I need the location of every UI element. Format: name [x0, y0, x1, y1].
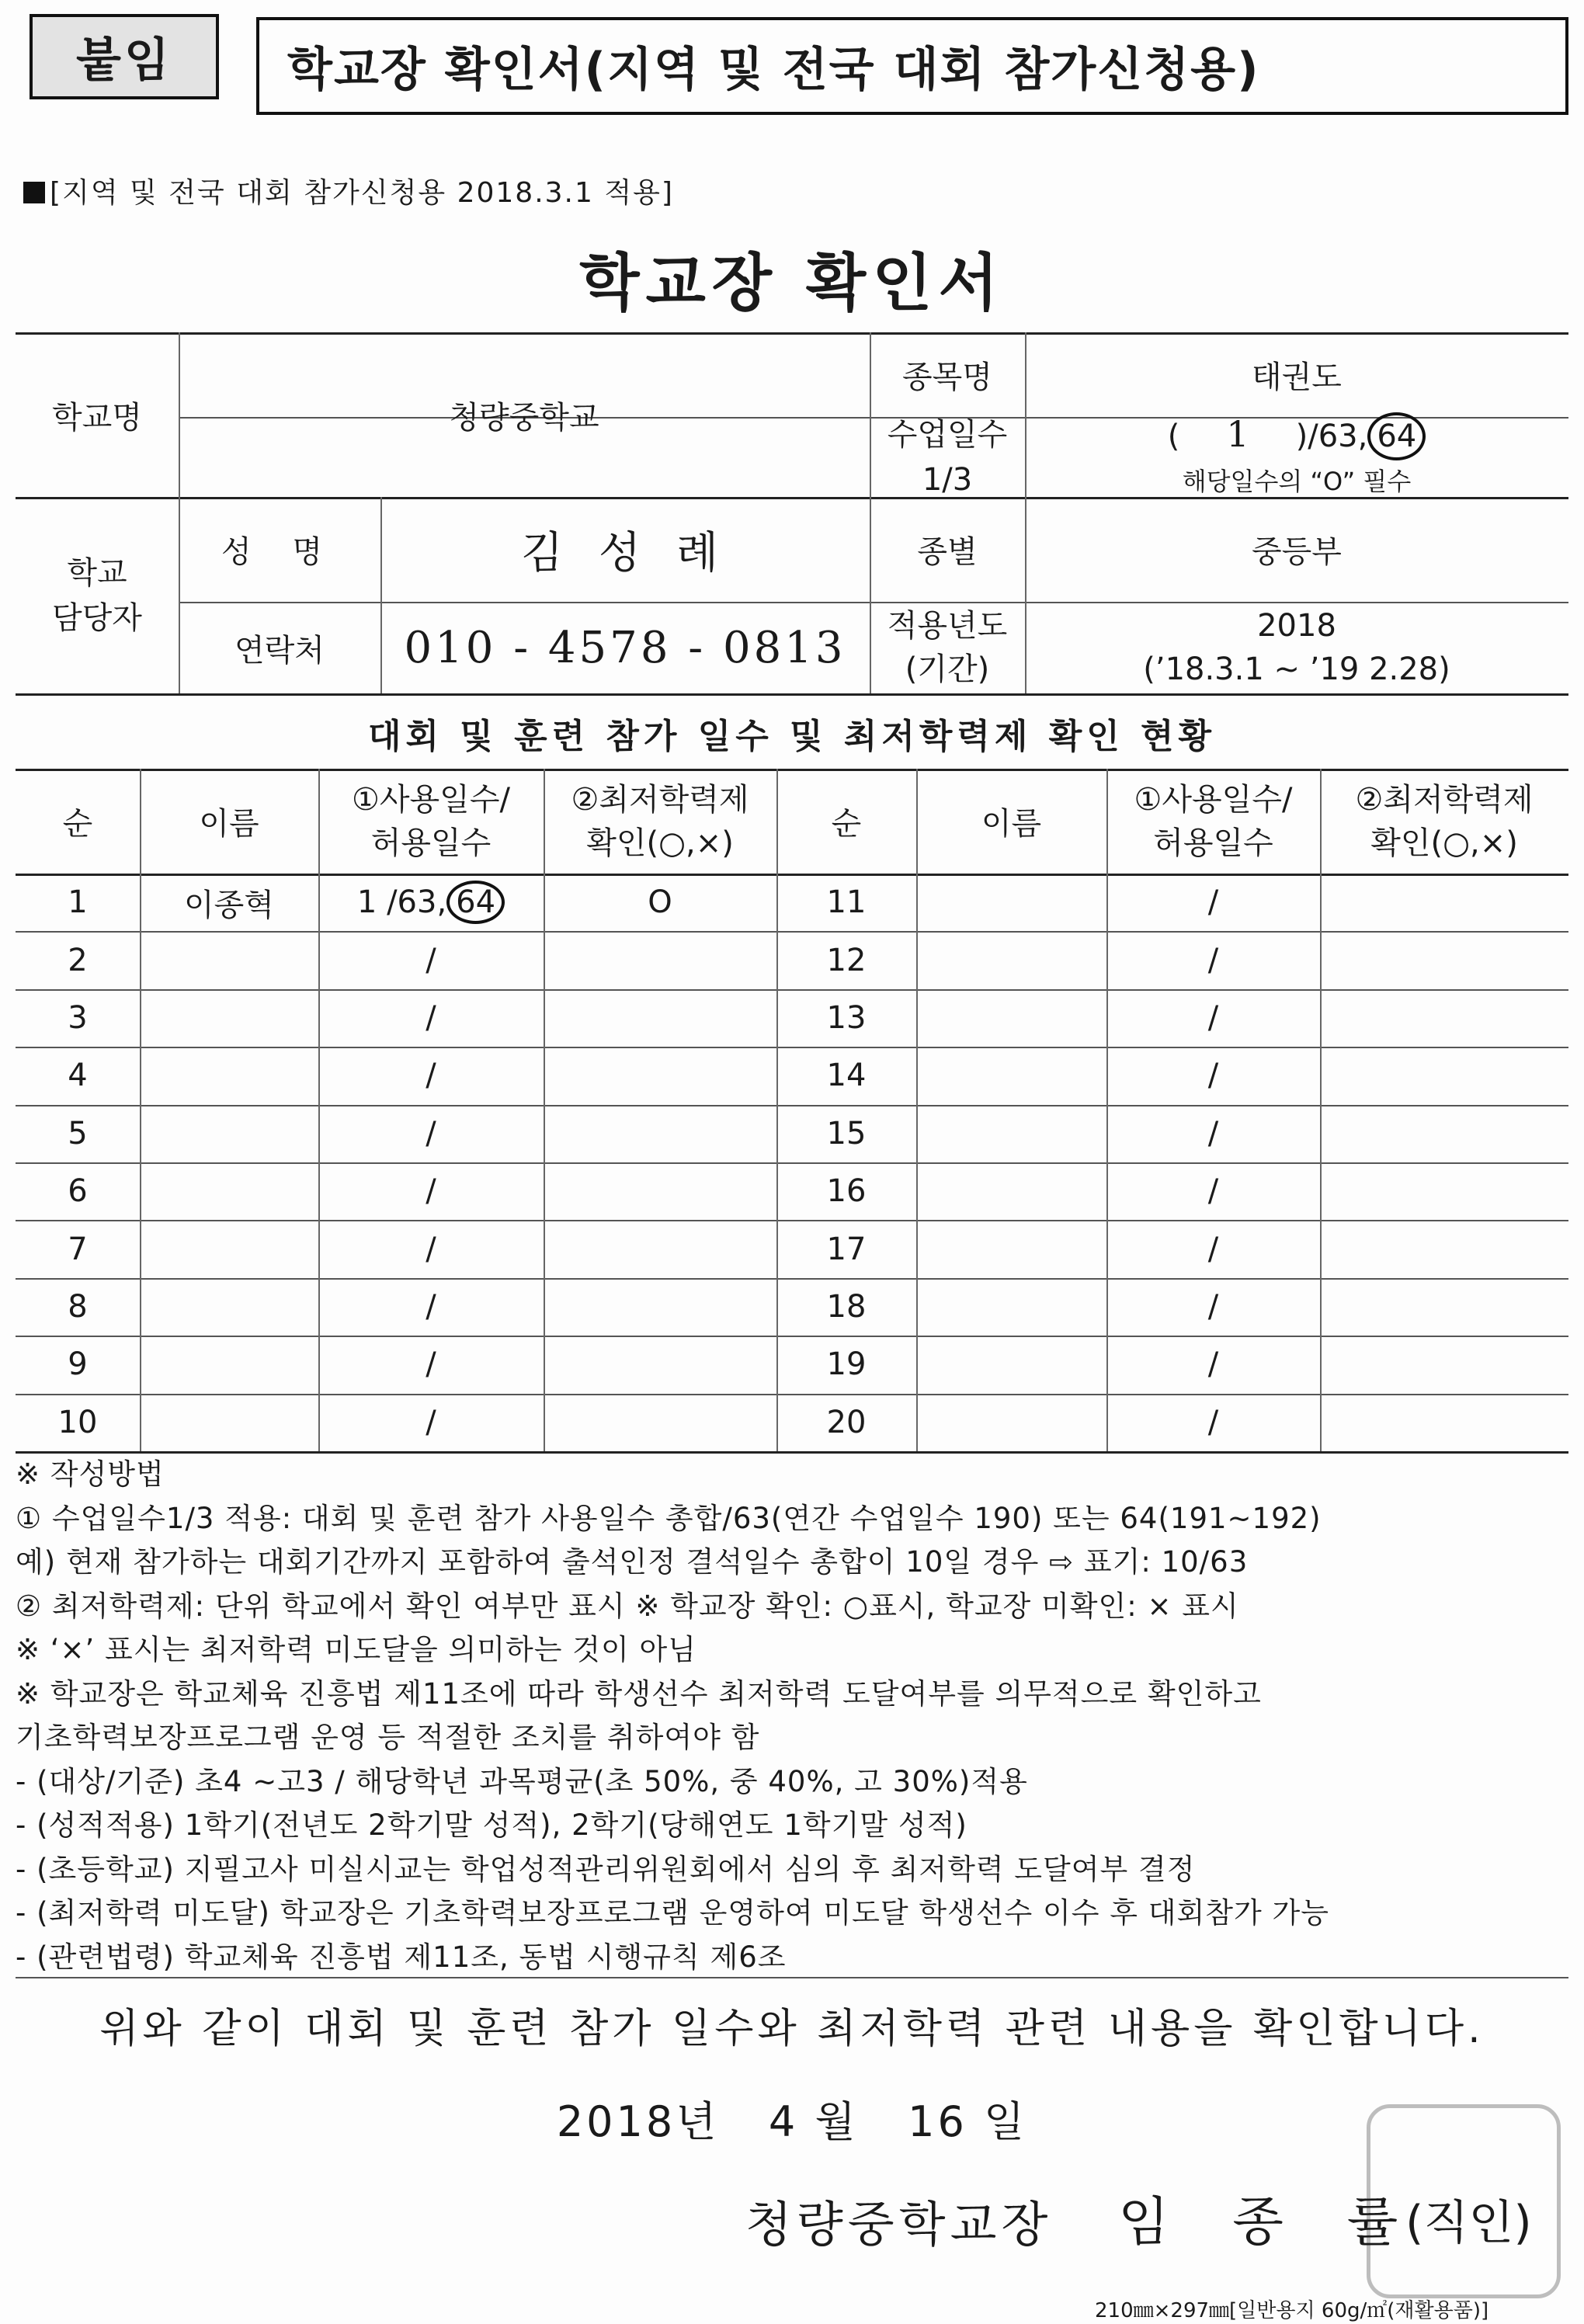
row-check	[1320, 1336, 1568, 1393]
note-line: - (초등학교) 지필고사 미실시교는 학업성적관리위원회에서 심의 후 최저학력 도달여부 결정	[16, 1852, 1196, 1886]
days-label: 수업일수 1/3	[887, 416, 1008, 498]
row-number: 19	[826, 1346, 867, 1383]
contact-label: 연락처	[234, 632, 325, 669]
row-check	[1320, 989, 1568, 1047]
row-name	[140, 1047, 318, 1104]
row-days: /	[1207, 1346, 1219, 1383]
days-circled: 64	[1367, 412, 1426, 460]
row-check	[544, 989, 776, 1047]
seal-label: (직인)	[1405, 2196, 1532, 2250]
row-name	[140, 1394, 318, 1451]
row-name	[916, 1220, 1106, 1277]
row-name	[916, 1047, 1106, 1104]
row-days: /	[426, 1288, 436, 1325]
row-name	[140, 931, 318, 988]
row-check	[544, 1220, 776, 1277]
category-value: 중등부	[1252, 534, 1342, 570]
contact-value: 010 - 4578 - 0813	[404, 622, 846, 673]
row-number: 10	[57, 1404, 98, 1440]
row-check	[1320, 1162, 1568, 1220]
row-number: 9	[68, 1346, 88, 1383]
row-number: 8	[68, 1288, 88, 1325]
row-days: /	[1207, 942, 1219, 978]
row-check	[544, 1105, 776, 1162]
manager-label: 학교 담당자	[52, 554, 142, 636]
row-name	[916, 931, 1106, 988]
col-header-days: ①사용일수/ 허용일수	[1134, 781, 1293, 861]
row-check	[1320, 1220, 1568, 1277]
note-line: 예) 현재 참가하는 대회기간까지 포함하여 출석인정 결석일수 총합이 10일 경우 ⇨ 표기: 10/63	[16, 1545, 1249, 1579]
name-label: 성 명	[221, 534, 338, 570]
row-number: 15	[826, 1115, 867, 1152]
row-check	[1320, 931, 1568, 988]
row-name	[140, 1278, 318, 1336]
sport-label: 종목명	[902, 360, 992, 395]
row-check	[544, 931, 776, 988]
row-check	[544, 1278, 776, 1336]
info-bottom-rule	[16, 693, 1568, 696]
paper-spec-footer: 210㎜×297㎜[일반용지 60g/㎡(재활용품)]	[1095, 2299, 1489, 2322]
row-name	[140, 989, 318, 1047]
col-header-days: ①사용일수/ 허용일수	[352, 781, 510, 861]
confirmation-text: 위와 같이 대회 및 훈련 참가 일수와 최저학력 관련 내용을 확인합니다.	[99, 2006, 1485, 2052]
note-line: - (관련법령) 학교체육 진흥법 제11조, 동법 시행규칙 제6조	[16, 1940, 787, 1974]
row-days: /	[1207, 1231, 1219, 1267]
row-name	[916, 1105, 1106, 1162]
row-number: 1	[68, 884, 88, 921]
subheading: [지역 및 전국 대회 참가신청용 2018.3.1 적용]	[23, 171, 674, 210]
row-days: /	[426, 1115, 436, 1152]
row-name: 이종혁	[184, 887, 274, 923]
note-line: 기초학력보장프로그램 운영 등 적절한 조치를 취하여야 함	[16, 1721, 760, 1754]
row-name	[916, 874, 1106, 931]
col-header-name: 이름	[199, 806, 259, 842]
days-note: 해당일수의 “O” 필수	[1182, 466, 1412, 496]
row-name	[140, 1105, 318, 1162]
row-number: 6	[68, 1173, 88, 1210]
row-check	[544, 1336, 776, 1393]
page-title: 학교장 확인서	[579, 247, 1005, 319]
school-label: 학교명	[52, 399, 142, 436]
row-check	[544, 1394, 776, 1451]
row-days: /	[426, 1231, 436, 1267]
section-title: 대회 및 훈련 참가 일수 및 최저학력제 확인 현황	[367, 717, 1217, 756]
row-check	[544, 1047, 776, 1104]
row-name	[140, 1162, 318, 1220]
col-header-check: ②최저학력제 확인(○,×)	[1355, 781, 1534, 861]
name-value: 김 성 례	[521, 527, 729, 578]
row-name	[916, 1162, 1106, 1220]
document-header-title: 학교장 확인서(지역 및 전국 대회 참가신청용)	[256, 17, 1568, 115]
row-days: /	[426, 942, 436, 978]
days-circled: 64	[446, 881, 505, 924]
row-days: /	[426, 1346, 436, 1383]
row-number: 4	[68, 1058, 88, 1094]
row-number: 12	[826, 942, 867, 978]
signer-title: 청량중학교장	[745, 2196, 1053, 2253]
row-check: O	[648, 884, 672, 921]
col-header-no: 순	[62, 806, 93, 842]
signature-date: 2018년 4 월 16 일	[556, 2097, 1028, 2146]
row-number: 5	[68, 1115, 88, 1152]
row-name	[916, 989, 1106, 1047]
row-number: 17	[826, 1231, 867, 1267]
row-number: 3	[68, 999, 88, 1036]
school-value: 청량중학교	[449, 399, 599, 436]
row-check	[544, 1162, 776, 1220]
note-line: ※ ‘×’ 표시는 최저학력 미도달을 의미하는 것이 아님	[16, 1633, 696, 1666]
row-days: /	[1207, 1115, 1219, 1152]
row-check	[1320, 1394, 1568, 1451]
row-name	[140, 1336, 318, 1393]
sport-value: 태권도	[1252, 360, 1342, 395]
row-check	[1320, 1278, 1568, 1336]
col-header-no: 순	[831, 806, 862, 842]
row-check	[1320, 874, 1568, 931]
notes-bottom-rule	[16, 1977, 1568, 1978]
year-value: 2018 (’18.3.1 ~ ’19 2.28)	[1143, 608, 1450, 687]
row-number: 13	[826, 999, 867, 1036]
col-header-check: ②최저학력제 확인(○,×)	[571, 781, 749, 861]
row-number: 2	[68, 942, 88, 978]
note-line: - (성적적용) 1학기(전년도 2학기말 성적), 2학기(당해연도 1학기말 성적)	[16, 1808, 967, 1842]
row-days: /	[426, 1404, 436, 1440]
table-row-rule	[16, 1451, 1568, 1454]
row-number: 16	[826, 1173, 867, 1210]
note-line: ※ 학교장은 학교체육 진흥법 제11조에 따라 학생선수 최저학력 도달여부를 의무적으로 확인하고	[16, 1676, 1262, 1711]
days-value: ( 1 )/63, 64 해당일수의 “O” 필수	[1025, 417, 1568, 497]
row-check	[1320, 1105, 1568, 1162]
row-days: /	[1207, 1058, 1219, 1094]
row-number: 14	[826, 1058, 867, 1094]
row-name	[916, 1336, 1106, 1393]
year-label: 적용년도 (기간)	[887, 608, 1008, 687]
attachment-tag: 붙임	[30, 14, 219, 99]
row-number: 7	[68, 1231, 88, 1267]
col-header-name: 이름	[981, 806, 1042, 842]
row-days: /	[1207, 1173, 1219, 1210]
row-days: /	[426, 1058, 436, 1094]
category-label: 종별	[917, 534, 978, 570]
note-line: ① 수업일수1/3 적용: 대회 및 훈련 참가 사용일수 총합/63(연간 수업일수 190) 또는 64(191~192)	[16, 1501, 1322, 1535]
note-line: - (대상/기준) 초4 ~고3 / 해당학년 과목평균(초 50%, 중 40%, 고 30%)적용	[16, 1764, 1028, 1798]
row-name	[916, 1394, 1106, 1451]
row-name	[140, 1220, 318, 1277]
note-line: ② 최저학력제: 단위 학교에서 확인 여부만 표시 ※ 학교장 확인: ○표시, 학교장 미확인: × 표시	[16, 1589, 1239, 1623]
row-days: /	[426, 999, 436, 1036]
row-number: 20	[826, 1404, 867, 1440]
row-days: /	[1207, 1288, 1219, 1325]
row-days: /	[1207, 1404, 1219, 1440]
row-name	[916, 1278, 1106, 1336]
principal-signature: 임 종 률	[1118, 2192, 1422, 2253]
row-days: /	[426, 1173, 436, 1210]
row-days: /	[1207, 999, 1219, 1036]
square-bullet-icon	[23, 182, 45, 203]
note-line: - (최저학력 미도달) 학교장은 기초학력보장프로그램 운영하여 미도달 학생선수 이수 후 대회참가 가능	[16, 1896, 1330, 1930]
notes-heading: ※ 작성방법	[16, 1457, 165, 1491]
row-days: /	[1207, 884, 1219, 921]
row-check	[1320, 1047, 1568, 1104]
days-handwritten: 1	[1226, 412, 1249, 455]
row-number: 18	[826, 1288, 867, 1325]
row-days: 1 /63, 64	[318, 874, 544, 931]
row-number: 11	[826, 884, 867, 921]
